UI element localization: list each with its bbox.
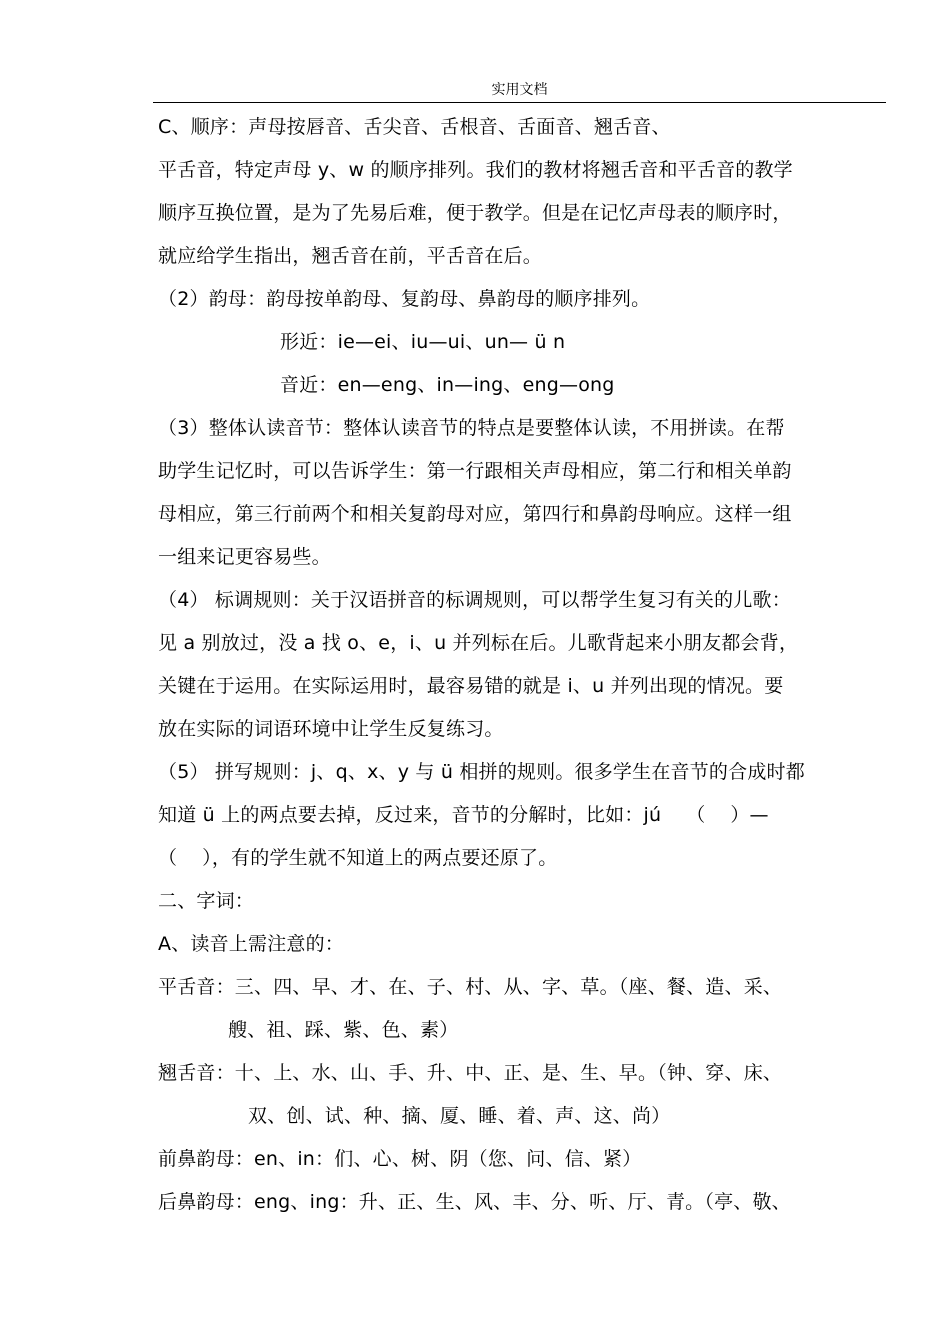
text-line: 放在实际的词语环境中让学生反复练习。 [158,718,504,740]
section-heading-tone-rules: （4） 标调规则：关于汉语拼音的标调规则，可以帮学生复习有关的儿歌： [158,589,791,611]
text-line: 母相应，第三行前两个和相关复韵母对应，第四行和鼻韵母响应。这样一组 [158,503,792,525]
text-line-flat-tongue-continued: 艘、祖、踩、紫、色、素） [228,1019,459,1041]
section-heading-characters: 二、字词： [158,890,255,912]
subsection-heading-pronunciation: A、读音上需注意的： [158,933,344,955]
text-line: 顺序互换位置，是为了先易后难，便于教学。但是在记忆声母表的顺序时， [158,202,792,224]
text-line: C、顺序：声母按唇音、舌尖音、舌根音、舌面音、翘舌音、 [158,116,671,138]
text-line: 关键在于运用。在实际运用时，最容易错的就是 i、u 并列出现的情况。要 [158,675,784,697]
text-line-retroflex-continued: 双、创、试、种、摘、厦、睡、着、声、这、尚） [248,1105,671,1127]
text-line-similar-shape: 形近：ie—ei、iu—ui、un— ü n [280,331,566,353]
text-line: 一组来记更容易些。 [158,546,331,568]
section-heading-spelling-rules: （5） 拼写规则：j、q、x、y 与 ü 相拼的规则。很多学生在音节的合成时都 [158,761,805,783]
page-header [153,80,886,103]
text-line: 见 a 别放过，没 a 找 o、e，i、u 并列标在后。儿歌背起来小朋友都会背， [158,632,799,654]
text-line-retroflex: 翘舌音：十、上、水、山、手、升、中、正、是、生、早。（钟、穿、床、 [158,1062,783,1084]
header-title: 实用文档 [491,82,548,98]
text-line-back-nasal: 后鼻韵母：eng、ing：升、正、生、风、丰、分、听、厅、青。（亭、敬、 [158,1191,791,1213]
text-line: 平舌音，特定声母 y、w 的顺序排列。我们的教材将翘舌音和平舌音的教学 [158,159,793,181]
text-line-similar-sound: 音近：en—eng、in—ing、eng—ong [280,374,615,396]
text-line: 助学生记忆时，可以告诉学生：第一行跟相关声母相应，第二行和相关单韵 [158,460,792,482]
text-line-flat-tongue: 平舌音：三、四、早、才、在、子、村、从、字、草。（座、餐、造、采、 [158,976,783,998]
text-line: （ ），有的学生就不知道上的两点要还原了。 [158,847,558,869]
text-line: 知道 ü 上的两点要去掉，反过来，音节的分解时，比如：jú （ ）— [158,804,769,826]
text-line: 就应给学生指出，翘舌音在前，平舌音在后。 [158,245,543,267]
section-heading-finals: （2）韵母：韵母按单韵母、复韵母、鼻韵母的顺序排列。 [158,288,651,310]
section-heading-whole-syllables: （3）整体认读音节：整体认读音节的特点是要整体认读，不用拼读。在帮 [158,417,785,439]
document-body [158,106,888,1224]
text-line-front-nasal: 前鼻韵母：en、in：们、心、树、阴（您、问、信、紧） [158,1148,642,1170]
